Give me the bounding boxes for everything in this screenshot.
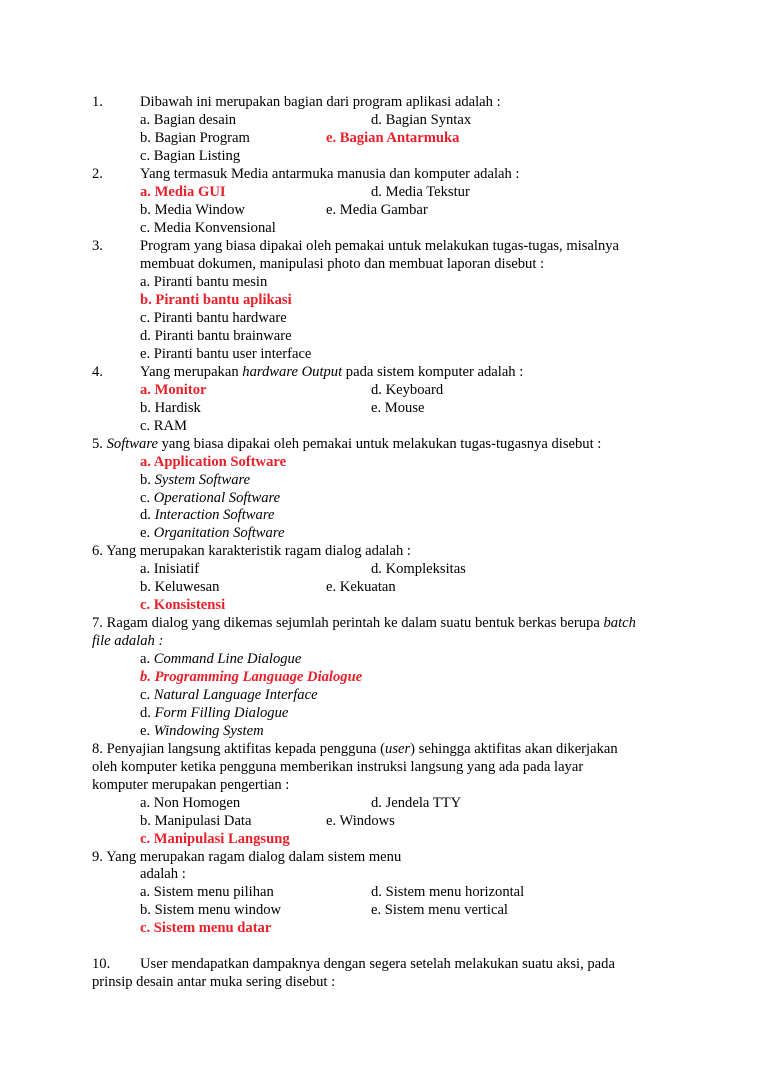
q1-option-a: a. Bagian desain: [140, 112, 237, 128]
q6-option-b: b. Keluwesan: [140, 579, 220, 595]
q2-option-b: b. Media Window: [140, 202, 245, 218]
q2-option-e: e. Media Gambar: [326, 202, 428, 218]
q3-option-a: a. Piranti bantu mesin: [140, 274, 268, 290]
q8-option-d: d. Jendela TTY: [371, 795, 462, 811]
q4-text-italic: hardware Output: [242, 364, 343, 380]
q9-text-line2: adalah :: [140, 866, 186, 882]
q9-option-c-answer: c. Sistem menu datar: [140, 920, 272, 936]
q3-option-c: c. Piranti bantu hardware: [140, 310, 287, 326]
q6-option-c-answer: c. Konsistensi: [140, 597, 226, 613]
q8-number: 8.: [92, 741, 103, 757]
q5-option-a-answer: a. Application Software: [140, 454, 287, 470]
q4-option-d: d. Keyboard: [371, 382, 444, 398]
q4-text-post: pada sistem komputer adalah :: [342, 364, 524, 380]
q5-option-e: [140, 524, 284, 542]
q3-option-d: d. Piranti bantu brainware: [140, 328, 292, 344]
q9-number: 9.: [92, 849, 103, 865]
q7-option-e: [140, 722, 264, 740]
q8-text-pre: Penyajian langsung aktifitas kepada pengguna (: [106, 741, 386, 757]
q1-text: Dibawah ini merupakan bagian dari program aplikasi adalah :: [140, 94, 501, 110]
q8-option-e: e. Windows: [326, 813, 395, 829]
q7-text-italic2: file adalah :: [92, 633, 164, 649]
q8-option-c-answer: c. Manipulasi Langsung: [140, 831, 290, 847]
q5-option-c-label: c.: [140, 490, 154, 506]
q9-option-d: d. Sistem menu horizontal: [371, 884, 525, 900]
q5-option-c: [140, 489, 280, 507]
q7-text-pre: Ragam dialog yang dikemas sejumlah perintah ke dalam suatu bentuk berkas berupa: [106, 615, 604, 631]
q7-option-a-label: a.: [140, 651, 154, 667]
q4-text-pre: Yang merupakan: [140, 364, 243, 380]
q3-option-b-answer: b. Piranti bantu aplikasi: [140, 292, 292, 308]
q5-option-e-text: Organitation Software: [153, 525, 285, 541]
q8-option-a: a. Non Homogen: [140, 795, 241, 811]
q5-text-post: yang biasa dipakai oleh pemakai untuk melakukan tugas-tugasnya disebut :: [157, 436, 602, 452]
q4-text: [140, 363, 523, 381]
q5-text: [92, 435, 601, 453]
q9-option-b: b. Sistem menu window: [140, 902, 282, 918]
q7-option-d-label: d.: [140, 705, 155, 721]
q2-text: Yang termasuk Media antarmuka manusia dan komputer adalah :: [140, 166, 520, 182]
q9-option-e: e. Sistem menu vertical: [371, 902, 508, 918]
q2-number: 2.: [92, 166, 103, 182]
q7-option-d-text: Form Filling Dialogue: [154, 705, 289, 721]
q2-option-d: d. Media Tekstur: [371, 184, 470, 200]
q1-number: 1.: [92, 94, 103, 110]
q9-option-a: a. Sistem menu pilihan: [140, 884, 274, 900]
q5-number: 5.: [92, 436, 103, 452]
q7-option-e-label: e.: [140, 723, 154, 739]
q7-option-a: [140, 650, 301, 668]
q7-text-italic1: batch: [603, 615, 636, 631]
q8-option-b: b. Manipulasi Data: [140, 813, 252, 829]
q4-number: 4.: [92, 364, 103, 380]
q4-option-a-answer: a. Monitor: [140, 382, 207, 398]
q7-number: 7.: [92, 615, 103, 631]
q8-text-line3: komputer merupakan pengertian :: [92, 777, 290, 793]
q3-number: 3.: [92, 238, 103, 254]
q1-option-b: b. Bagian Program: [140, 130, 250, 146]
q1-option-c: c. Bagian Listing: [140, 148, 241, 164]
q6-number: 6.: [92, 543, 103, 559]
q6-option-a: a. Inisiatif: [140, 561, 200, 577]
q8-text-post: ) sehingga aktifitas akan dikerjakan: [410, 741, 618, 757]
q6-option-e: e. Kekuatan: [326, 579, 396, 595]
q1-option-d: d. Bagian Syntax: [371, 112, 472, 128]
q7-option-e-text: Windowing System: [153, 723, 264, 739]
q10-number: 10.: [92, 956, 111, 972]
q9-text: [92, 848, 401, 866]
q5-option-d-text: Interaction Software: [154, 507, 275, 523]
q7-option-b-answer: [140, 668, 362, 686]
q7-option-c-label: c.: [140, 687, 154, 703]
q4-option-b: b. Hardisk: [140, 400, 201, 416]
q5-option-e-label: e.: [140, 525, 154, 541]
q7-option-c: [140, 686, 318, 704]
q8-text-line2: oleh komputer ketika pengguna memberikan instruksi langsung yang ada pada layar: [92, 759, 584, 775]
q5-option-b: [140, 471, 250, 489]
q3-option-e: e. Piranti bantu user interface: [140, 346, 312, 362]
q7-option-b-text: b. Programming Language Dialogue: [140, 669, 363, 685]
q5-option-d-label: d.: [140, 507, 155, 523]
q5-option-b-text: System Software: [154, 472, 251, 488]
q7-option-d: [140, 704, 288, 722]
q7-text-line1: [92, 614, 636, 632]
q5-option-d: [140, 506, 274, 524]
q7-option-a-text: Command Line Dialogue: [153, 651, 302, 667]
q6-text: [92, 542, 411, 560]
q6-text-body: Yang merupakan karakteristik ragam dialog adalah :: [106, 543, 411, 559]
q5-text-italic: Software: [106, 436, 158, 452]
q1-option-e-answer: e. Bagian Antarmuka: [326, 130, 460, 146]
q7-option-c-text: Natural Language Interface: [153, 687, 318, 703]
q8-text-italic: user: [385, 741, 411, 757]
q3-text-line1: Program yang biasa dipakai oleh pemakai untuk melakukan tugas-tugas, misalnya: [140, 238, 620, 254]
q9-text-body: Yang merupakan ragam dialog dalam sistem menu: [106, 849, 402, 865]
q10-text-line2: prinsip desain antar muka sering disebut :: [92, 974, 336, 990]
q5-option-c-text: Operational Software: [153, 490, 281, 506]
q4-option-e: e. Mouse: [371, 400, 425, 416]
q7-text-line2: [92, 632, 163, 650]
q3-text-line2: membuat dokumen, manipulasi photo dan membuat laporan disebut :: [140, 256, 545, 272]
q4-option-c: c. RAM: [140, 418, 188, 434]
q8-text-line1: [92, 740, 618, 758]
q10-text: User mendapatkan dampaknya dengan segera setelah melakukan suatu aksi, pada: [140, 956, 615, 972]
q6-option-d: d. Kompleksitas: [371, 561, 466, 577]
q2-option-c: c. Media Konvensional: [140, 220, 276, 236]
q5-option-b-label: b.: [140, 472, 155, 488]
q2-option-a-answer: a. Media GUI: [140, 184, 226, 200]
